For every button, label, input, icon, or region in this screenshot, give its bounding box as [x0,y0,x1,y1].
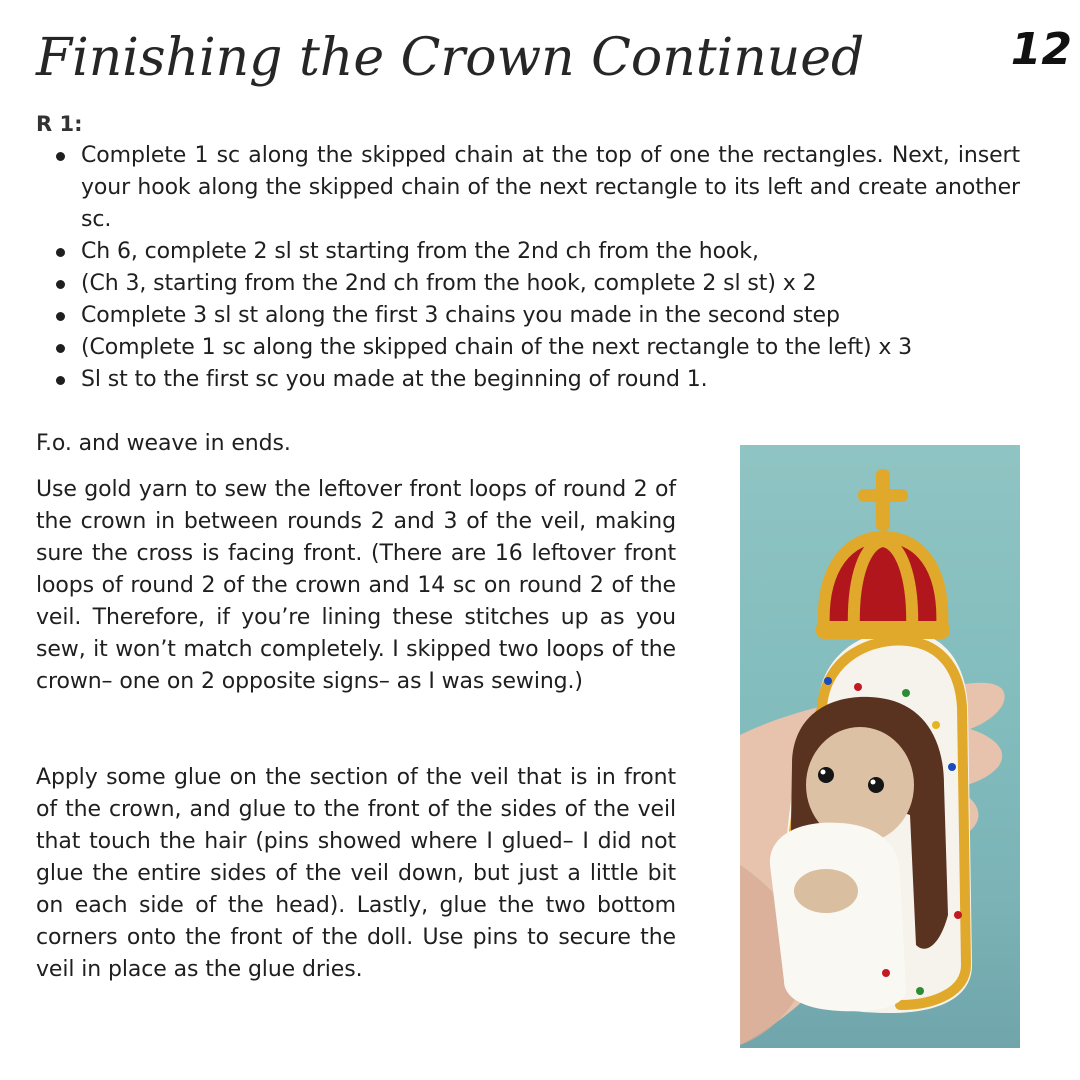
jewel [882,969,890,977]
list-item-text: Ch 6, complete 2 sl st starting from the 2nd ch from the hook, [81,239,759,264]
bullet-icon [56,376,65,385]
round-label: R 1: [36,112,83,136]
list-item-text: Sl st to the first sc you made at the beginning of round 1. [81,367,708,392]
list-item [56,332,1020,364]
eye-shine [821,770,826,775]
folded-hands [794,869,858,913]
list-item [56,268,1020,300]
robe [770,823,906,1012]
jewel [902,689,910,697]
jewel [824,677,832,685]
page-title: Finishing the Crown Continued [36,28,865,88]
jewel [948,763,956,771]
jewel [916,987,924,995]
eye-right [868,777,884,793]
list-item-text: (Ch 3, starting from the 2nd ch from the hook, complete 2 sl st) x 2 [81,271,817,296]
sewing-instructions: Use gold yarn to sew the leftover front loops of round 2 of the crown in between rounds 2 and 3 of the veil, making sure the cross is facing front. (There are 16 leftover front loops of round 2 of the crown and 14 sc on round 2 of the veil. Therefore, if you’re lining these stitches up as you sew, it won’t match completely. I skipped two loops of the crown– one on 2 opposite signs– as I was sewing.) [36,477,676,694]
list-item-text: (Complete 1 sc along the skipped chain of the next rectangle to the left) x 3 [81,335,913,360]
page-number: 12 [1010,24,1072,75]
list-item [56,140,1020,236]
crochet-doll-illustration [740,445,1020,1048]
bullet-icon [56,248,65,257]
crown-band [816,621,950,639]
bullet-icon [56,312,65,321]
bullet-icon [56,152,65,161]
jewel [854,683,862,691]
doll-photo [740,445,1020,1048]
glue-instructions: Apply some glue on the section of the veil that is in front of the crown, and glue to the front of the sides of the veil that touch the hair (pins showed where I glued– I did not glue the entire sides of the veil down, but just a little bit on each side of the head). Lastly, glue the two bottom corners onto the front of the doll. Use pins to secure the veil in place as the glue dries. [36,765,676,982]
list-item-text: Complete 3 sl st along the first 3 chains you made in the second step [81,303,840,328]
list-item-text: Complete 1 sc along the skipped chain at the top of one the rectangles. Next, insert your hook along the skipped chain of the next rectangle to its left and create another sc. [81,143,1020,232]
eye-shine [871,780,876,785]
jewel [932,721,940,729]
fasten-off-text: F.o. and weave in ends. [36,431,291,456]
list-item [56,364,1020,396]
jewel [954,911,962,919]
list-item [56,300,1020,332]
bullet-icon [56,344,65,353]
eye-left [818,767,834,783]
bullet-icon [56,280,65,289]
list-item [56,236,1020,268]
cross-horizontal [858,489,908,502]
instruction-list [56,140,1020,396]
